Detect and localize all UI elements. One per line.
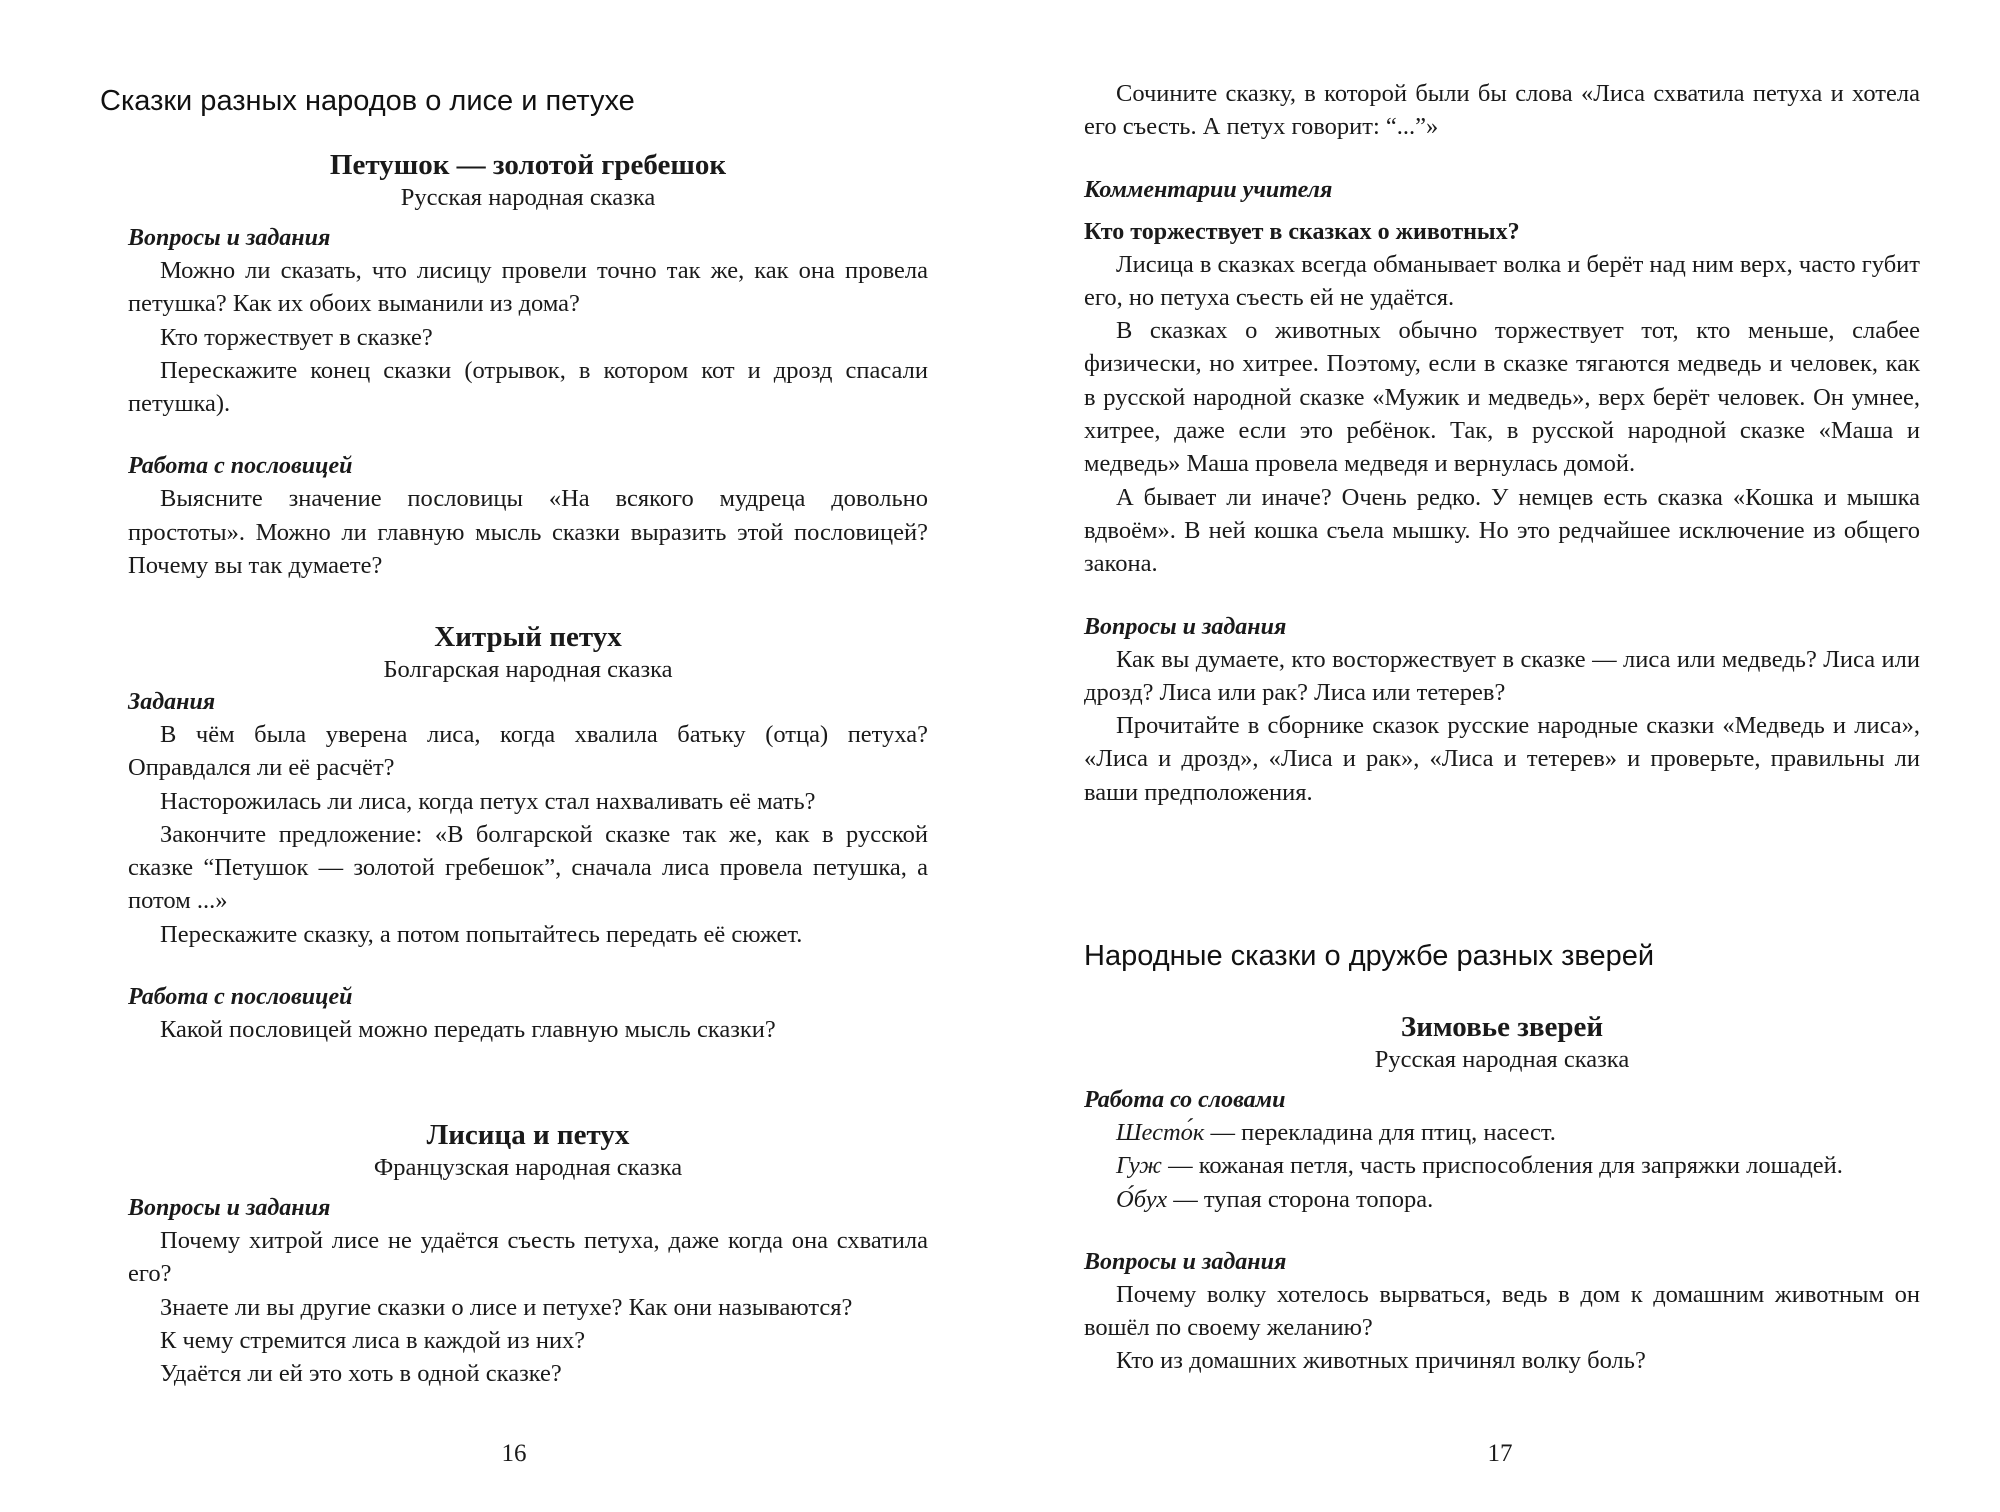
paragraph: Перескажите конец сказки (отрывок, в котором кот и дрозд спасали петушка).: [128, 356, 928, 418]
definition-guzh: [1084, 1149, 1920, 1182]
story-petushok: [128, 148, 928, 582]
paragraph: Выясните значение пословицы «На всякого мудреца довольно простоты». Можно ли главную мысль сказки выразить этой пословицей? Почему вы так думаете?: [128, 485, 928, 580]
story-title: Лисица и петух: [426, 1119, 630, 1151]
story-title: Петушок — золотой гребешок: [329, 149, 727, 181]
paragraph: Знаете ли вы другие сказки о лисе и петухе? Как они называются?: [160, 1293, 853, 1321]
story-subtitle: Русская народная сказка: [1374, 1046, 1630, 1073]
story-subtitle: Французская народная сказка: [373, 1154, 683, 1181]
paragraph: Насторожилась ли лиса, когда петух стал нахваливать её мать?: [160, 787, 816, 815]
paragraph: К чему стремится лиса в каждой из них?: [160, 1326, 586, 1354]
heading-proverb: Работа с пословицей: [128, 984, 353, 1011]
paragraph: Какой пословицей можно передать главную мысль сказки?: [160, 1016, 776, 1044]
story-khitry-petukh: [128, 620, 928, 1046]
teacher-comments-block: [1084, 77, 1920, 809]
paragraph: Прочитайте в сборнике сказок русские народные сказки «Медведь и лиса», «Лиса и дрозд», «Лиса и рак», «Лиса и тетерев» и проверьте, правильны ли ваши предположения.: [1084, 712, 1920, 806]
term: О́бух: [1116, 1185, 1168, 1213]
definition-obukh: [1084, 1183, 1920, 1216]
section-title-fox-rooster: Сказки разных народов о лисе и петухе: [100, 85, 635, 117]
heading-proverb: Работа с пословицей: [128, 453, 353, 480]
right-page: [1000, 0, 2000, 1512]
story-title: Хитрый петух: [434, 621, 622, 653]
paragraph: Сочините сказку, в которой были бы слова «Лиса схватила петуха и хотела его съесть. А петух говорит: “...”»: [1084, 80, 1920, 141]
paragraph: Почему волку хотелось вырваться, ведь в дом к домашним животным он вошёл по своему желанию?: [1084, 1280, 1920, 1342]
paragraph: В чём была уверена лиса, когда хвалила батьку (отца) петуха? Оправдался ли её расчёт?: [128, 721, 928, 782]
heading-questions: Вопросы и задания: [128, 1195, 331, 1221]
definition-text: — перекладина для птиц, насест.: [1204, 1119, 1556, 1146]
term: Шесто́к: [1116, 1119, 1205, 1146]
paragraph: Как вы думаете, кто восторжествует в сказке — лиса или медведь? Лиса или дрозд? Лиса или рак? Лиса или тетерев?: [1084, 645, 1920, 706]
story-zimovye-zverey: [1084, 1010, 1920, 1378]
paragraph: Почему хитрой лисе не удаётся съесть петуха, даже когда она схватила его?: [128, 1227, 928, 1288]
story-subtitle: Русская народная сказка: [400, 184, 656, 211]
paragraph: Удаётся ли ей это хоть в одной сказке?: [160, 1360, 562, 1388]
story-subtitle: Болгарская народная сказка: [383, 656, 673, 683]
paragraph: Перескажите сказку, а потом попытайтесь передать её сюжет.: [160, 920, 803, 948]
heading-tasks: Задания: [128, 689, 216, 715]
paragraph: Кто из домашних животных причинял волку боль?: [1116, 1347, 1646, 1375]
heading-questions: Вопросы и задания: [128, 225, 331, 251]
paragraph: В сказках о животных обычно торжествует тот, кто меньше, слабее физически, но хитрее. Поэтому, если в сказке тягаются медведь и человек, как в русской народной сказке «Мужик и медведь», верх берёт человек. Он умнее, хитрее, даже если это ребёнок. Так, в русской народной сказке «Маша и медведь» Маша провела медведя и вернулась домой.: [1084, 317, 1920, 478]
paragraph: А бывает ли иначе? Очень редко. У немцев есть сказка «Кошка и мышка вдвоём». В ней кошка съела мышку. Но это редчайшее исключение из общего закона.: [1084, 483, 1920, 578]
paragraph: Можно ли сказать, что лисицу провели точно так же, как она провела петушка? Как их обоих выманили из дома?: [128, 257, 928, 318]
story-lisitsa-i-petukh: [128, 1118, 928, 1390]
page-number: 17: [1487, 1440, 1513, 1467]
heading-teacher-comments: Комментарии учителя: [1084, 176, 1333, 203]
heading-word-work: Работа со словами: [1084, 1087, 1286, 1113]
heading-questions: Вопросы и задания: [1084, 613, 1287, 640]
section-title-animal-friendship: Народные сказки о дружбе разных зверей: [1084, 940, 1655, 972]
definition-text: — тупая сторона топора.: [1167, 1185, 1434, 1213]
term: Гуж: [1116, 1152, 1162, 1180]
paragraph: Кто торжествует в сказке?: [160, 323, 433, 351]
definition-shestok: [1084, 1116, 1920, 1149]
paragraph: Лисица в сказках всегда обманывает волка и берёт над ним верх, часто губит его, но петуха съесть ей не удаётся.: [1084, 250, 1920, 311]
page-number: 16: [501, 1440, 527, 1467]
heading-questions: Вопросы и задания: [1084, 1248, 1287, 1275]
definition-text: — кожаная петля, часть приспособления для запряжки лошадей.: [1161, 1152, 1843, 1180]
paragraph: Закончите предложение: «В болгарской сказке так же, как в русской сказке “Петушок — золотой гребешок”, сначала лиса провела петушка, а потом ...»: [128, 820, 928, 915]
heading-who-triumphs: Кто торжествует в сказках о животных?: [1084, 218, 1520, 245]
story-title: Зимовье зверей: [1400, 1011, 1604, 1043]
